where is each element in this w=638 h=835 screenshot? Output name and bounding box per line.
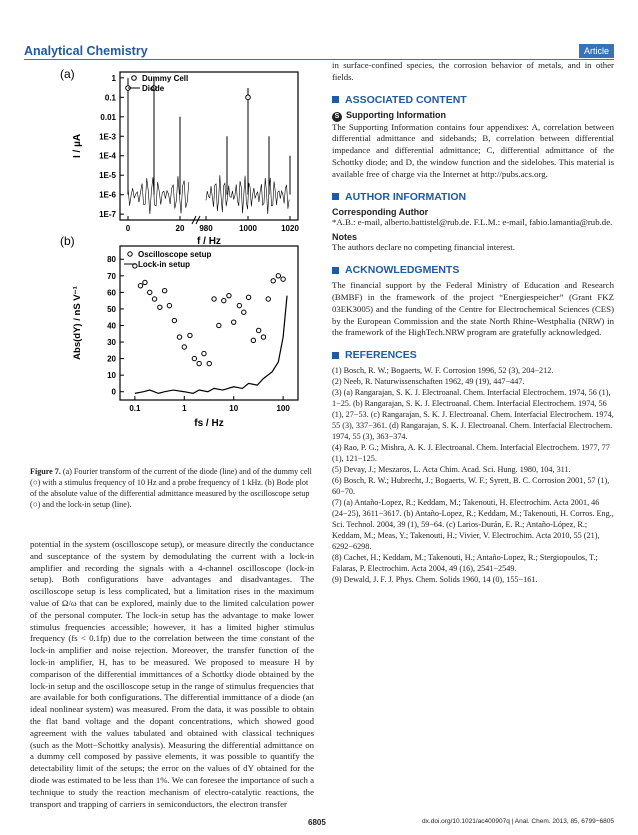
reference-item: (9) Dewald, J. F. J. Phys. Chem. Solids 1960, 14 (0), 155−161.: [332, 575, 538, 585]
oscilloscope-point: [177, 335, 181, 339]
assoc-text: The Supporting Information contains four appendixes: A, correlation between differential admittance and sidebands; B, correlation between differential impedance and differential admittance; C, differential admittance of the Schottky diode; and D, the window function and the sidelobes. This material is available free of charge via the Internet at http://pubs.acs.org.: [332, 121, 614, 179]
y-tick-label-b: 10: [107, 371, 116, 381]
oscilloscope-point: [242, 310, 246, 314]
oscilloscope-point: [276, 274, 280, 278]
oscilloscope-point: [192, 356, 196, 360]
legend-marker-dummy: [132, 76, 137, 81]
reference-item: (2) Neeb, R. Naturwissenschaften 1962, 49 (19), 447−447.: [332, 377, 525, 387]
oscilloscope-point: [271, 279, 275, 283]
oscilloscope-point: [227, 293, 231, 297]
ack-section-title: [332, 264, 614, 276]
ack-text: The financial support by the Federal Ministry of Education and Research (BMBF) in the framework of the project “Energiespeicher” (Grant FKZ 03EK3005) and the funding of the Centre for Electrochemical Sciences (CES) by the European Commission and the state North Rhine-Westphalia (NRW) in the framework of the HighTech.NRW program are gratefully acknowledged.: [332, 280, 614, 338]
oscilloscope-point: [138, 284, 142, 288]
reference-item: (6) Bosch, R. W.; Hubrecht, J.; Bogaerts, W. F.; Syrett, B. C. Corrosion 2001, 57 (1), 60−70.: [332, 476, 610, 497]
y-tick-label-b: 70: [107, 271, 116, 281]
reference-item: (3) (a) Rangarajan, S. K. J. Electroanal. Chem. Interfacial Electrochem. 1974, 56 (1), 1−25. (b) Rangarajan, S. K. J. Electroanal. Chem. Interfacial Electrochem. 1974, 56 (1), 27−53. (c) Rangarajan, S. K. J. Electroanal. Chem. Interfacial Electrochem. 1974, 55 (3), 337−361. (d) Rangarajan, S. K. J. Electroanal. Chem. Interfacial Electrochem. 1974, 55 (3), 363−374.: [332, 388, 614, 442]
reference-item: (1) Bosch, R. W.; Bogaerts, W. F. Corrosion 1996, 52 (3), 204−212.: [332, 366, 554, 376]
y-tick-label-b: 80: [107, 255, 116, 265]
legend-label-dummy: Dummy Cell: [142, 74, 189, 83]
oscilloscope-point: [256, 328, 260, 332]
x-tick-label-b: 1: [182, 404, 187, 413]
y-tick-label-b: 0: [111, 387, 116, 397]
oscilloscope-point: [152, 297, 156, 301]
x-tick-label-b: 10: [229, 404, 239, 413]
page-number: 6805: [308, 818, 326, 827]
y-tick-label-a: 1E-3: [99, 132, 116, 142]
y-axis-label-a: I / µA: [72, 133, 83, 159]
caption-text: (a) Fourier transform of the current of the diode (line) and of the dummy cell (○) with a stimulus frequency of 10 Hz and a probe frequency of 1 kHz. (b) Bode plot of the absolute value of the differential admittance measured by the oscilloscope setup (○) and the lock-in setup (line).: [30, 467, 312, 509]
y-axis-label-b: Abs(dY) / nS V⁻¹: [72, 286, 83, 360]
panel-b-chart: [72, 246, 298, 429]
x-tick-label-b: 100: [276, 404, 290, 413]
body-text-left: potential in the system (oscilloscope setup), or measure directly the conductance and susceptance of the system by demodulating the current with a lock-in amplifier and recording the signals with a 4-channel oscilloscope (lock-in setup). Both configurations have advantages and disadvantages. The oscilloscope setup is less complicated, but a limitation rises in the maximum value of Ω/ω that can be explored, mainly due to the limited calculation power of the personal computer. The lock-in setup has the advantage to make lower stimulus frequencies accessible; however, it has a limited higher stimulus frequency (fs < 0.1fp) due to the correlation between the time constant of the lock-in amplifier and noise rejection. Moreover, the transfer function of the lock-in amplifier, H, has to be measured. We proposed to measure H by comparison of the differential immittances of a Schottky diode obtained by the lock-in setup and the oscilloscope setup in the range of stimulus frequencies that are available for both configurations. The differential immittance of a diode (an ideal nonlinear system) was measured. From the data, it was possible to obtain the flat band voltage and the dopant concentrations, which showed good agreement with the values tabulated and obtained with classical techniques (such as the Mott−Schottky analysis). Measuring the differential admittance on a dummy cell composed by passive elements, it was possible to quantify the detectability limit of the setups; the error on the values of dY obtained for the diode was estimated to be less than 1%. We can foresee the importance of such a technique to study the reaction mechanism of electro-catalytic reactions, the transport and trapping of carriers in semiconductors, the electron transfer: [30, 539, 314, 809]
supporting-info-label: Supporting Information: [346, 109, 446, 120]
oscilloscope-point: [222, 298, 226, 302]
section-square-icon: [332, 267, 339, 274]
legend-label-osc: Oscilloscope setup: [138, 250, 212, 259]
oscilloscope-point: [246, 295, 250, 299]
y-tick-label-a: 1: [111, 73, 116, 83]
x-tick-label-a: 1000: [239, 224, 257, 233]
y-tick-label-a: 0.1: [104, 93, 116, 103]
legend-label-lockin: Lock-in setup: [138, 260, 191, 269]
oscilloscope-point: [197, 361, 201, 365]
assoc-title-text: ASSOCIATED CONTENT: [345, 93, 467, 106]
oscilloscope-point: [251, 338, 255, 342]
y-tick-label-a: 1E-7: [99, 210, 116, 220]
oscilloscope-point: [148, 290, 152, 294]
y-tick-label-b: 20: [107, 354, 116, 364]
legend-marker-osc: [128, 252, 132, 256]
oscilloscope-point: [162, 289, 166, 293]
oscilloscope-point: [143, 280, 147, 284]
x-axis-label-a: f / Hz: [197, 236, 221, 247]
oscilloscope-point: [158, 305, 162, 309]
plot-frame-b: [120, 246, 298, 400]
dummy-cell-point: [246, 95, 251, 100]
panel-a-chart: [72, 72, 299, 247]
y-tick-label-a: 1E-4: [99, 151, 116, 161]
notes-head: Notes: [332, 232, 358, 243]
footer-doi: dx.doi.org/10.1021/ac400907q | Anal. Chem. 2013, 85, 6799−6805: [422, 818, 614, 825]
y-tick-label-a: 0.01: [100, 112, 116, 122]
section-square-icon: [332, 352, 339, 359]
lockin-line: [135, 296, 287, 394]
notes-text: The authors declare no competing financial interest.: [332, 242, 515, 253]
oscilloscope-point: [217, 323, 221, 327]
section-square-icon: [332, 193, 339, 200]
refs-section-title: [332, 349, 614, 361]
oscilloscope-point: [167, 303, 171, 307]
section-square-icon: [332, 96, 339, 103]
right-intro: in surface-confined species, the corrosion behavior of metals, and in other fields.: [332, 60, 614, 82]
corr-author-text: *A.B.: e-mail, alberto.battistel@rub.de. F.L.M.: e-mail, fabio.lamantia@rub.de.: [332, 216, 613, 227]
oscilloscope-point: [182, 345, 186, 349]
y-tick-label-b: 50: [107, 304, 116, 314]
y-tick-label-a: 1E-6: [99, 190, 116, 200]
y-tick-label-b: 40: [107, 321, 116, 331]
oscilloscope-point: [232, 320, 236, 324]
x-tick-label-a: 980: [199, 224, 213, 233]
y-tick-label-b: 60: [107, 288, 116, 298]
reference-list: [332, 365, 614, 585]
x-tick-label-b: 0.1: [129, 404, 141, 413]
oscilloscope-point: [212, 297, 216, 301]
legend-label-diode: Diode: [142, 84, 165, 93]
oscilloscope-point: [261, 335, 265, 339]
figure-caption: [30, 466, 314, 510]
oscilloscope-point: [237, 303, 241, 307]
refs-title-text: REFERENCES: [345, 349, 417, 362]
right-column: [332, 60, 614, 585]
ack-title-text: ACKNOWLEDGMENTS: [345, 264, 460, 277]
corr-author-head: Corresponding Author: [332, 206, 429, 217]
y-tick-label-b: 30: [107, 338, 116, 348]
oscilloscope-point: [188, 333, 192, 337]
panel-b-label: (b): [60, 234, 75, 248]
reference-item: (5) Devay, J.; Meszaros, L. Acta Chim. Acad. Sci. Hung. 1980, 104, 311.: [332, 465, 571, 475]
journal-title: Analytical Chemistry: [24, 44, 148, 58]
author-section-title: [332, 191, 614, 203]
author-title-text: AUTHOR INFORMATION: [345, 190, 467, 203]
x-tick-label-a: 20: [175, 224, 185, 233]
figure-svg: [30, 60, 314, 462]
x-tick-label-a: 1020: [281, 224, 299, 233]
oscilloscope-point: [281, 277, 285, 281]
supporting-info-head: [332, 110, 614, 122]
oscilloscope-point: [266, 297, 270, 301]
assoc-section-title: [332, 94, 614, 106]
y-tick-label-a: 1E-5: [99, 171, 116, 181]
x-tick-label-a: 0: [125, 224, 131, 233]
x-axis-label-b: fs / Hz: [194, 418, 224, 429]
panel-a-label: (a): [60, 67, 75, 81]
oscilloscope-point: [172, 318, 176, 322]
reference-item: (8) Cachet, H.; Keddam, M.; Takenouti, H.; Antaño-Lopez, R.; Stergiopoulos, T.; Falaras, P. Electrochim. Acta 2004, 49 (16), 2541−2549.: [332, 553, 598, 574]
oscilloscope-point: [202, 351, 206, 355]
reference-item: (7) (a) Antaño-Lopez, R.; Keddam, M.; Takenouti, H. Electrochim. Acta 2001, 46 (24−25), 3611−3617. (b) Antaño-Lopez, R.; Keddam, M.; Takenouti, H. Corros. Eng., Sci. Technol. 2004, 39 (1), 59−64. (c) Larios-Durán, E. R.; Antaño-López, R.; Keddam, M.; Meas, Y.; Takenouti, H.; Vivier, V. Electrochim. Acta 2010, 55 (21), 6292−6298.: [332, 498, 614, 552]
reference-item: (4) Rao, P. G.; Mishra, A. K. J. Electroanal. Chem. Interfacial Electrochem. 1977, 77 (1), 121−125.: [332, 443, 610, 464]
supporting-info-icon: S: [332, 112, 342, 122]
caption-label: Figure 7.: [30, 467, 61, 476]
figure-7: [30, 60, 314, 467]
article-badge: Article: [579, 44, 614, 58]
oscilloscope-point: [207, 361, 211, 365]
